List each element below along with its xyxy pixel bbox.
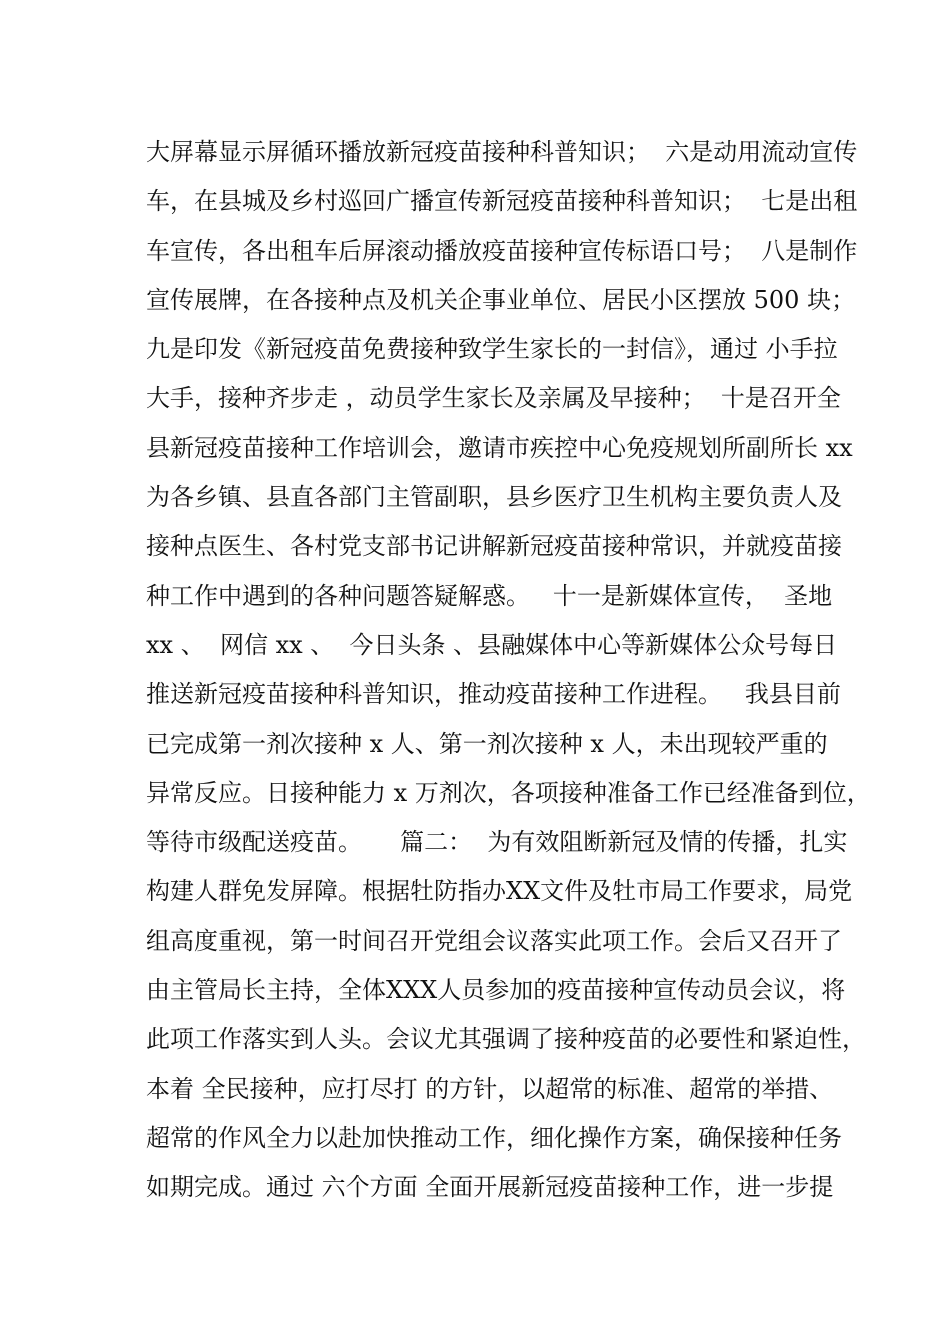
- text-line: 构建人群免发屏障。根据牡防指办XX文件及牡市局工作要求，局党: [146, 877, 853, 906]
- text-line: 大屏幕显示屏循环播放新冠疫苗接种科普知识； 六是动用流动宣传: [146, 138, 858, 166]
- text-line: 大手，接种齐步走 ，动员学生家长及亲属及早接种； 十是召开全: [146, 384, 841, 413]
- text-line: 本着 全民接种，应打尽打 的方针，以超常的标准、超常的举措、: [146, 1074, 834, 1103]
- text-line: 车，在县城及乡村巡回广播宣传新冠疫苗接种科普知识； 七是出租: [146, 187, 858, 216]
- text-line: xx 、 网信 xx 、 今日头条 、县融媒体中心等新媒体公众号每日: [146, 630, 838, 659]
- text-line: 九是印发《新冠疫苗免费接种致学生家长的一封信》，通过 小手拉: [146, 335, 838, 364]
- text-line: 种工作中遇到的各种问题答疑解惑。 十一是新媒体宣传， 圣地: [146, 581, 833, 610]
- text-line: 车宣传，各出租车后屏滚动播放疫苗接种宣传标语口号； 八是制作: [146, 236, 858, 265]
- text-line: 已完成第一剂次接种 x 人、第一剂次接种 x 人，未出现较严重的: [146, 729, 828, 758]
- text-line: 此项工作落实到人头。会议尤其强调了接种疫苗的必要性和紧迫性，: [146, 1025, 866, 1054]
- text-line: 如期完成。通过 六个方面 全面开展新冠疫苗接种工作，进一步提: [146, 1173, 834, 1202]
- text-line: 接种点医生、各村党支部书记讲解新冠疫苗接种常识，并就疫苗接: [146, 532, 842, 561]
- text-line: 组高度重视，第一时间召开党组会议落实此项工作。会后又召开了: [146, 926, 842, 955]
- text-line: 为各乡镇、县直各部门主管副职，县乡医疗卫生机构主要负责人及: [146, 483, 842, 512]
- text-line: 等待市级配送疫苗。 篇二： 为有效阻断新冠及情的传播，扎实: [146, 828, 848, 857]
- text-line: 超常的作风全力以赴加快推动工作，细化操作方案，确保接种任务: [146, 1123, 842, 1152]
- body-text: [146, 132, 871, 1217]
- text-line: 异常反应。日接种能力 x 万剂次，各项接种准备工作已经准备到位，: [146, 778, 871, 807]
- text-line: 推送新冠疫苗接种科普知识，推动疫苗接种工作进程。 我县目前: [146, 680, 841, 709]
- text-line: 由主管局长主持，全体XXX人员参加的疫苗接种宣传动员会议，将: [146, 976, 846, 1005]
- text-line: 县新冠疫苗接种工作培训会，邀请市疾控中心免疫规划所副所长 xx: [146, 433, 853, 462]
- text-line: 宣传展牌，在各接种点及机关企事业单位、居民小区摆放 500 块；: [146, 285, 856, 314]
